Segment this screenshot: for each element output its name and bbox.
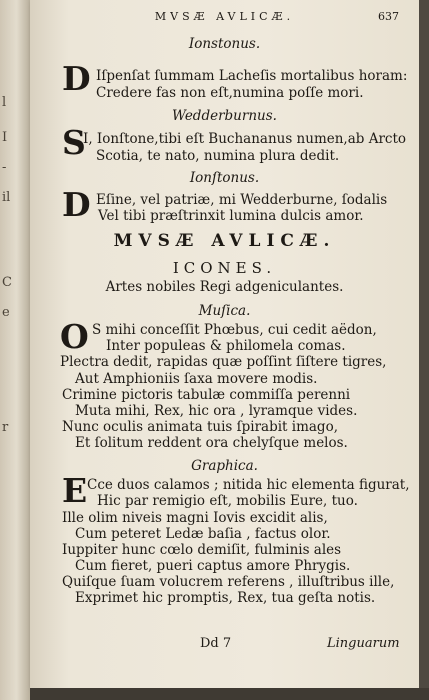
graphica-heading: Graphica. (191, 458, 258, 474)
graphica-line: Cum fieret, pueri captus amore Phrygis. (75, 558, 351, 574)
epigram3-author: Ionſtonus. (189, 170, 260, 186)
page-number: 637 (378, 10, 399, 23)
graphica-line: Iuppiter hunc cœlo demiſit, fulminis ales (62, 542, 342, 558)
graphica-line: Cum peteret Ledæ baſia , factus olor. (75, 526, 331, 542)
musica-line: Aut Amphioniis ſaxa movere modis. (75, 371, 318, 387)
epigram2-initial: S (62, 123, 86, 162)
left-page-edge (0, 0, 30, 700)
right-edge-shadow (419, 0, 429, 700)
section-description: Artes nobiles Regi adgeniculantes. (105, 279, 344, 295)
epigram1-line1: Iſpenſat ſummam Lacheſis mortalibus horam: (96, 68, 408, 84)
graphica-line: Hic par remigio eſt, mobilis Eure, tuo. (97, 493, 358, 509)
left-page-fragment: e (2, 305, 10, 320)
catchword: Linguarum (327, 636, 400, 651)
epigram1-initial: D (62, 59, 91, 98)
epigram1-line2: Credere fas non eſt,numina poſſe mori. (96, 85, 364, 101)
epigram2-line1: I, Ionſtone,tibi eſt Buchananus numen,ab Arcto (83, 131, 407, 147)
graphica-line: Ille olim niveis magni Iovis excidit alis, (62, 510, 328, 526)
musica-line: Inter populeas & philomela comas. (106, 338, 346, 354)
graphica-initial: E (62, 471, 88, 510)
epigram2-line2: Scotia, te nato, numina plura dedit. (96, 148, 340, 164)
epigram3-line2: Vel tibi præſtrinxit lumina dulcis amor. (98, 208, 364, 224)
left-page-fragment: r (2, 420, 9, 435)
musica-line: Plectra dedit, rapidas quæ poſſint ſiſtere tigres, (60, 354, 387, 370)
running-head-title: MVSÆ AVLICÆ. (154, 10, 295, 23)
section-title: MVSÆ AVLICÆ. (113, 231, 336, 251)
musica-line: Nunc oculis animata tuis ſpirabit imago, (62, 419, 338, 435)
musica-line: Et ſolitum reddent ora chelyſque melos. (75, 435, 348, 451)
bottom-edge-shadow (30, 688, 429, 700)
epigram2-author: Wedderburnus. (172, 108, 277, 124)
epigram3-line1: Eſine, vel patriæ, mi Wedderburne, ſodalis (96, 192, 388, 208)
graphica-line: Exprimet hic promptis, Rex, tua geſta notis. (75, 590, 376, 606)
left-page-fragment: - (2, 160, 7, 175)
epigram1-author: Ionstonus. (188, 36, 261, 52)
section-subtitle: ICONES. (172, 259, 277, 277)
musica-heading: Muſica. (198, 303, 251, 319)
graphica-line: Quiſque ſuam volucrem referens , illuſtribus ille, (62, 574, 395, 590)
graphica-line: Cce duos calamos ; nitida hic elementa figurat, (87, 477, 410, 493)
musica-line: Muta mihi, Rex, hic ora , lyramque vides. (75, 403, 358, 419)
left-page-fragment: il (2, 190, 11, 205)
left-page-fragment: l (2, 95, 7, 110)
left-page-fragment: I (2, 130, 8, 145)
signature-mark: Dd 7 (200, 636, 232, 651)
musica-initial: O (60, 317, 89, 356)
epigram3-initial: D (62, 185, 91, 224)
left-page-fragment: C (2, 275, 12, 290)
musica-line: Crimine pictoris tabulæ commiſſa perenni (62, 387, 351, 403)
musica-line: S mihi conceſſit Phœbus, cui cedit aëdon, (92, 322, 377, 338)
